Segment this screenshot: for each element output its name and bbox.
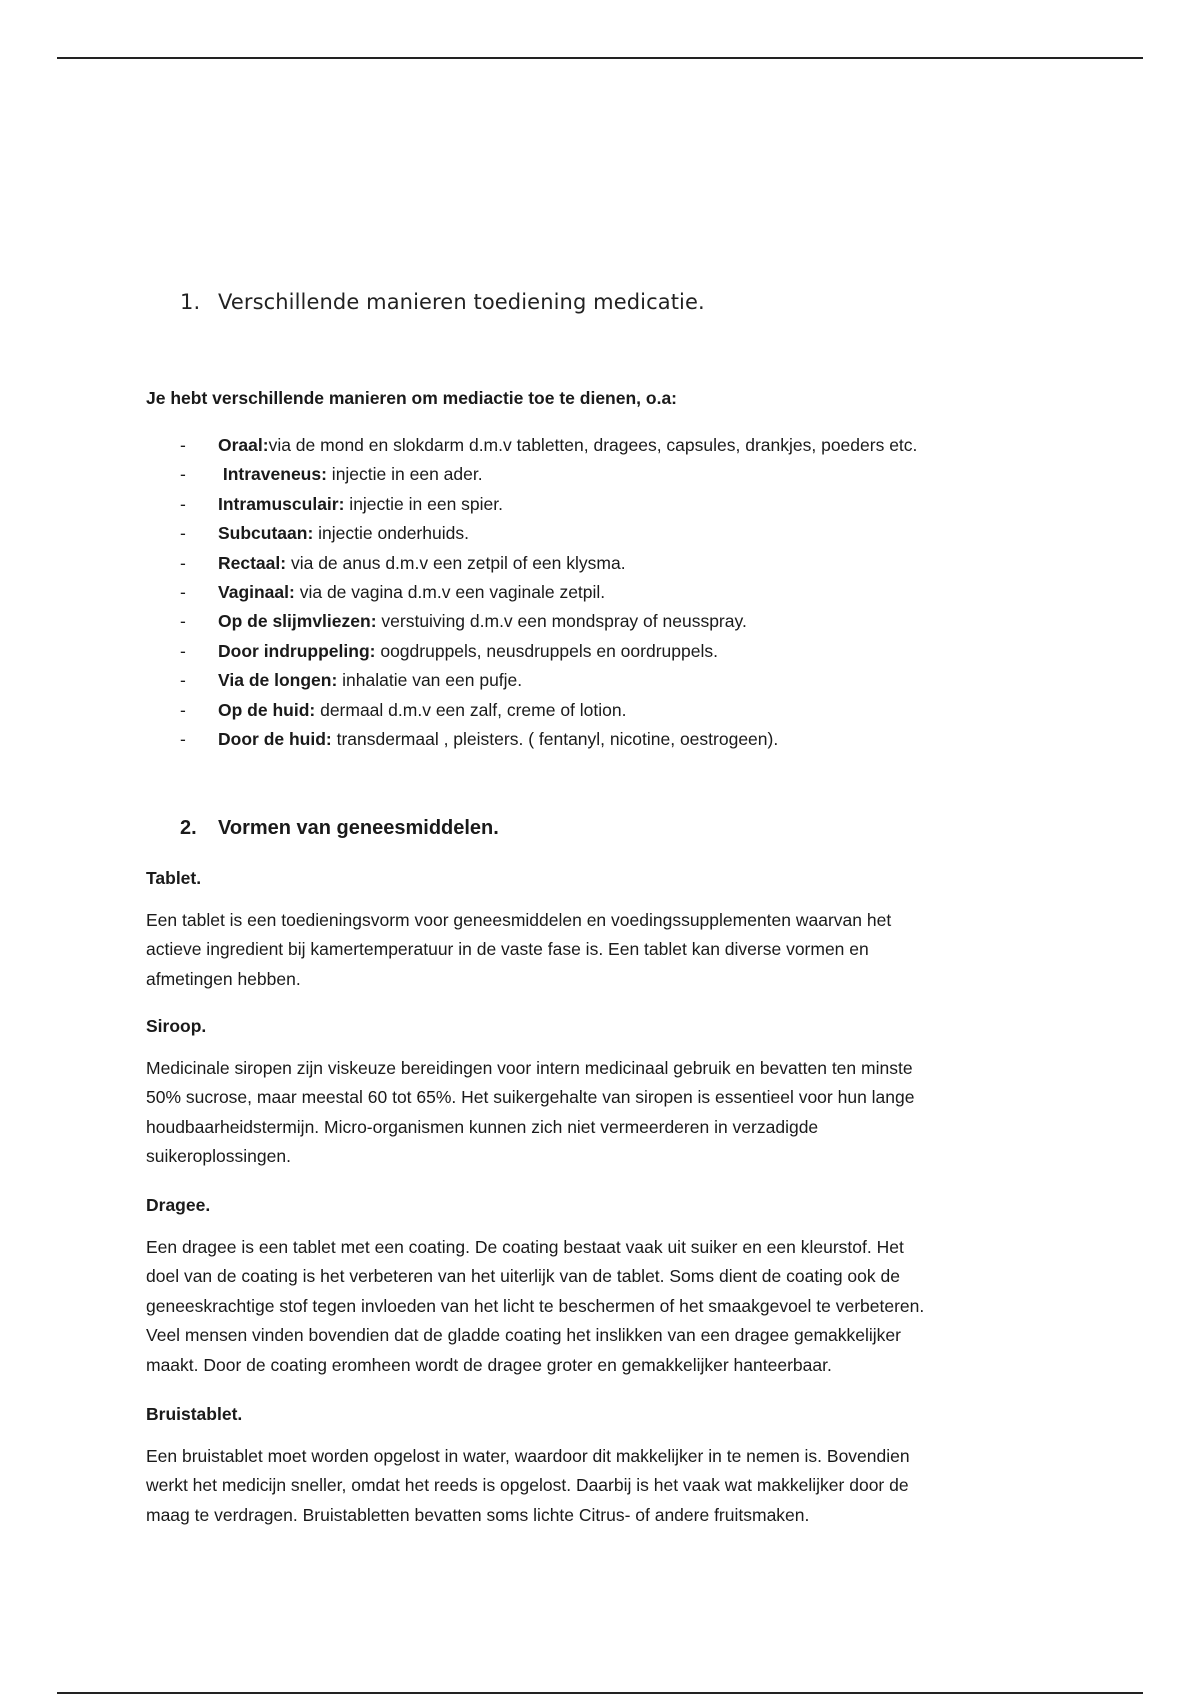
list-item: [180, 431, 917, 460]
body-line: geneeskrachtige stof tegen invloeden van het licht te beschermen of het smaakgevoel te verbeteren.: [146, 1295, 925, 1316]
list-item: [180, 519, 917, 548]
list-dash: -: [180, 523, 186, 544]
list-dash: -: [180, 699, 186, 720]
method-desc: oogdruppels, neusdruppels en oordruppels.: [375, 640, 718, 661]
body-line: suikeroplossingen.: [146, 1146, 291, 1167]
method-desc: via de mond en slokdarm d.m.v tabletten, dragees, capsules, drankjes, poeders etc.: [268, 435, 918, 455]
section-body: [146, 1233, 1076, 1380]
administration-methods-list: [180, 431, 917, 754]
list-dash: -: [180, 728, 186, 749]
intro-text: Je hebt verschillende manieren om mediactie toe te dienen, o.a:: [146, 388, 677, 408]
method-term: Rectaal:: [218, 552, 287, 573]
body-line: Een tablet is een toedieningsvorm voor geneesmiddelen en voedingssupplementen waarvan het: [146, 910, 892, 930]
body-line: afmetingen hebben.: [146, 968, 301, 989]
method-desc: injectie onderhuids.: [313, 523, 469, 544]
section-tablet: [146, 866, 1076, 994]
body-line: actieve ingredient bij kamertemperatuur in de vaste fase is. Een tablet kan diverse vormen en: [146, 939, 869, 960]
body-line: maakt. Door de coating eromheen wordt de dragee groter en gemakkelijker hanteerbaar.: [146, 1354, 832, 1375]
body-line: Een dragee is een tablet met een coating. De coating bestaat vaak uit suiker en een kleurstof. Het: [146, 1237, 904, 1257]
section-body: [146, 906, 1076, 994]
method-term: Oraal:: [218, 435, 269, 455]
method-term: Subcutaan:: [218, 523, 314, 544]
body-line: Veel mensen vinden bovendien dat de gladde coating het inslikken van een dragee gemakkelijker: [146, 1325, 901, 1346]
section-dragee: [146, 1193, 1076, 1380]
list-item: [180, 607, 917, 636]
method-desc: dermaal d.m.v een zalf, creme of lotion.: [315, 699, 627, 720]
section-body: [146, 1054, 1076, 1172]
list-item: [180, 549, 917, 578]
footer-rule: [57, 1692, 1143, 1694]
list-item: [180, 578, 917, 607]
list-item: [180, 666, 917, 695]
section-siroop: [146, 1014, 1076, 1172]
method-desc: via de vagina d.m.v een vaginale zetpil.: [294, 581, 606, 602]
list-item: [180, 696, 917, 725]
body-line: doel van de coating is het verbeteren van het uiterlijk van de tablet. Soms dient de coating ook de: [146, 1266, 900, 1287]
method-desc: via de anus d.m.v een zetpil of een klysma.: [286, 552, 626, 573]
method-term: Vaginaal:: [218, 581, 295, 602]
heading-text: Vormen van geneesmiddelen.: [218, 817, 499, 839]
heading-number: 2.: [180, 817, 197, 839]
section-title: Dragee.: [146, 1195, 211, 1215]
section-bruistablet: [146, 1402, 1076, 1530]
list-dash: -: [180, 670, 186, 691]
method-desc: transdermaal , pleisters. ( fentanyl, nicotine, oestrogeen).: [331, 728, 779, 749]
list-dash: -: [180, 435, 186, 455]
body-line: Een bruistablet moet worden opgelost in water, waardoor dit makkelijker in te nemen is. Bovendien: [146, 1446, 910, 1466]
method-desc: verstuiving d.m.v een mondspray of neusspray.: [376, 611, 747, 632]
section-body: [146, 1442, 1076, 1530]
method-term: Op de huid:: [218, 699, 316, 720]
list-dash: -: [180, 640, 186, 661]
heading-vormen: [180, 817, 499, 840]
method-term: Door de huid:: [218, 728, 332, 749]
heading-number: 1.: [180, 290, 201, 314]
list-item: [180, 637, 917, 666]
list-dash: -: [180, 493, 186, 514]
method-desc: inhalatie van een pufje.: [337, 670, 523, 691]
list-dash: -: [180, 464, 186, 485]
method-term: Intramusculair:: [218, 493, 345, 514]
list-dash: -: [180, 611, 186, 632]
heading-text: Verschillende manieren toediening medicatie.: [218, 290, 705, 314]
method-term: Via de longen:: [218, 670, 338, 691]
method-term: Op de slijmvliezen:: [218, 611, 377, 632]
body-line: werkt het medicijn sneller, omdat het reeds is opgelost. Daarbij is het vaak wat makkelijker door de: [146, 1475, 909, 1496]
body-line: 50% sucrose, maar meestal 60 tot 65%. Het suikergehalte van siropen is essentieel voor hun lange: [146, 1087, 915, 1108]
method-desc: injectie in een spier.: [344, 493, 504, 514]
header-rule: [57, 57, 1143, 59]
method-desc: injectie in een ader.: [326, 464, 483, 485]
method-term: Intraveneus:: [218, 464, 327, 485]
section-title: Bruistablet.: [146, 1404, 243, 1424]
section-title: Siroop.: [146, 1016, 207, 1036]
heading-toediening: [180, 290, 705, 314]
body-line: houdbaarheidstermijn. Micro-organismen kunnen zich niet vermeerderen in verzadigde: [146, 1116, 819, 1137]
method-term: Door indruppeling:: [218, 640, 376, 661]
list-dash: -: [180, 552, 186, 573]
list-item: [180, 490, 917, 519]
list-dash: -: [180, 581, 186, 602]
list-item: [180, 725, 917, 754]
body-line: Medicinale siropen zijn viskeuze bereidingen voor intern medicinaal gebruik en bevatten ten minste: [146, 1058, 913, 1078]
section-title: Tablet.: [146, 868, 202, 888]
body-line: maag te verdragen. Bruistabletten bevatten soms lichte Citrus- of andere fruitsmaken.: [146, 1504, 810, 1525]
list-item: [180, 460, 917, 489]
